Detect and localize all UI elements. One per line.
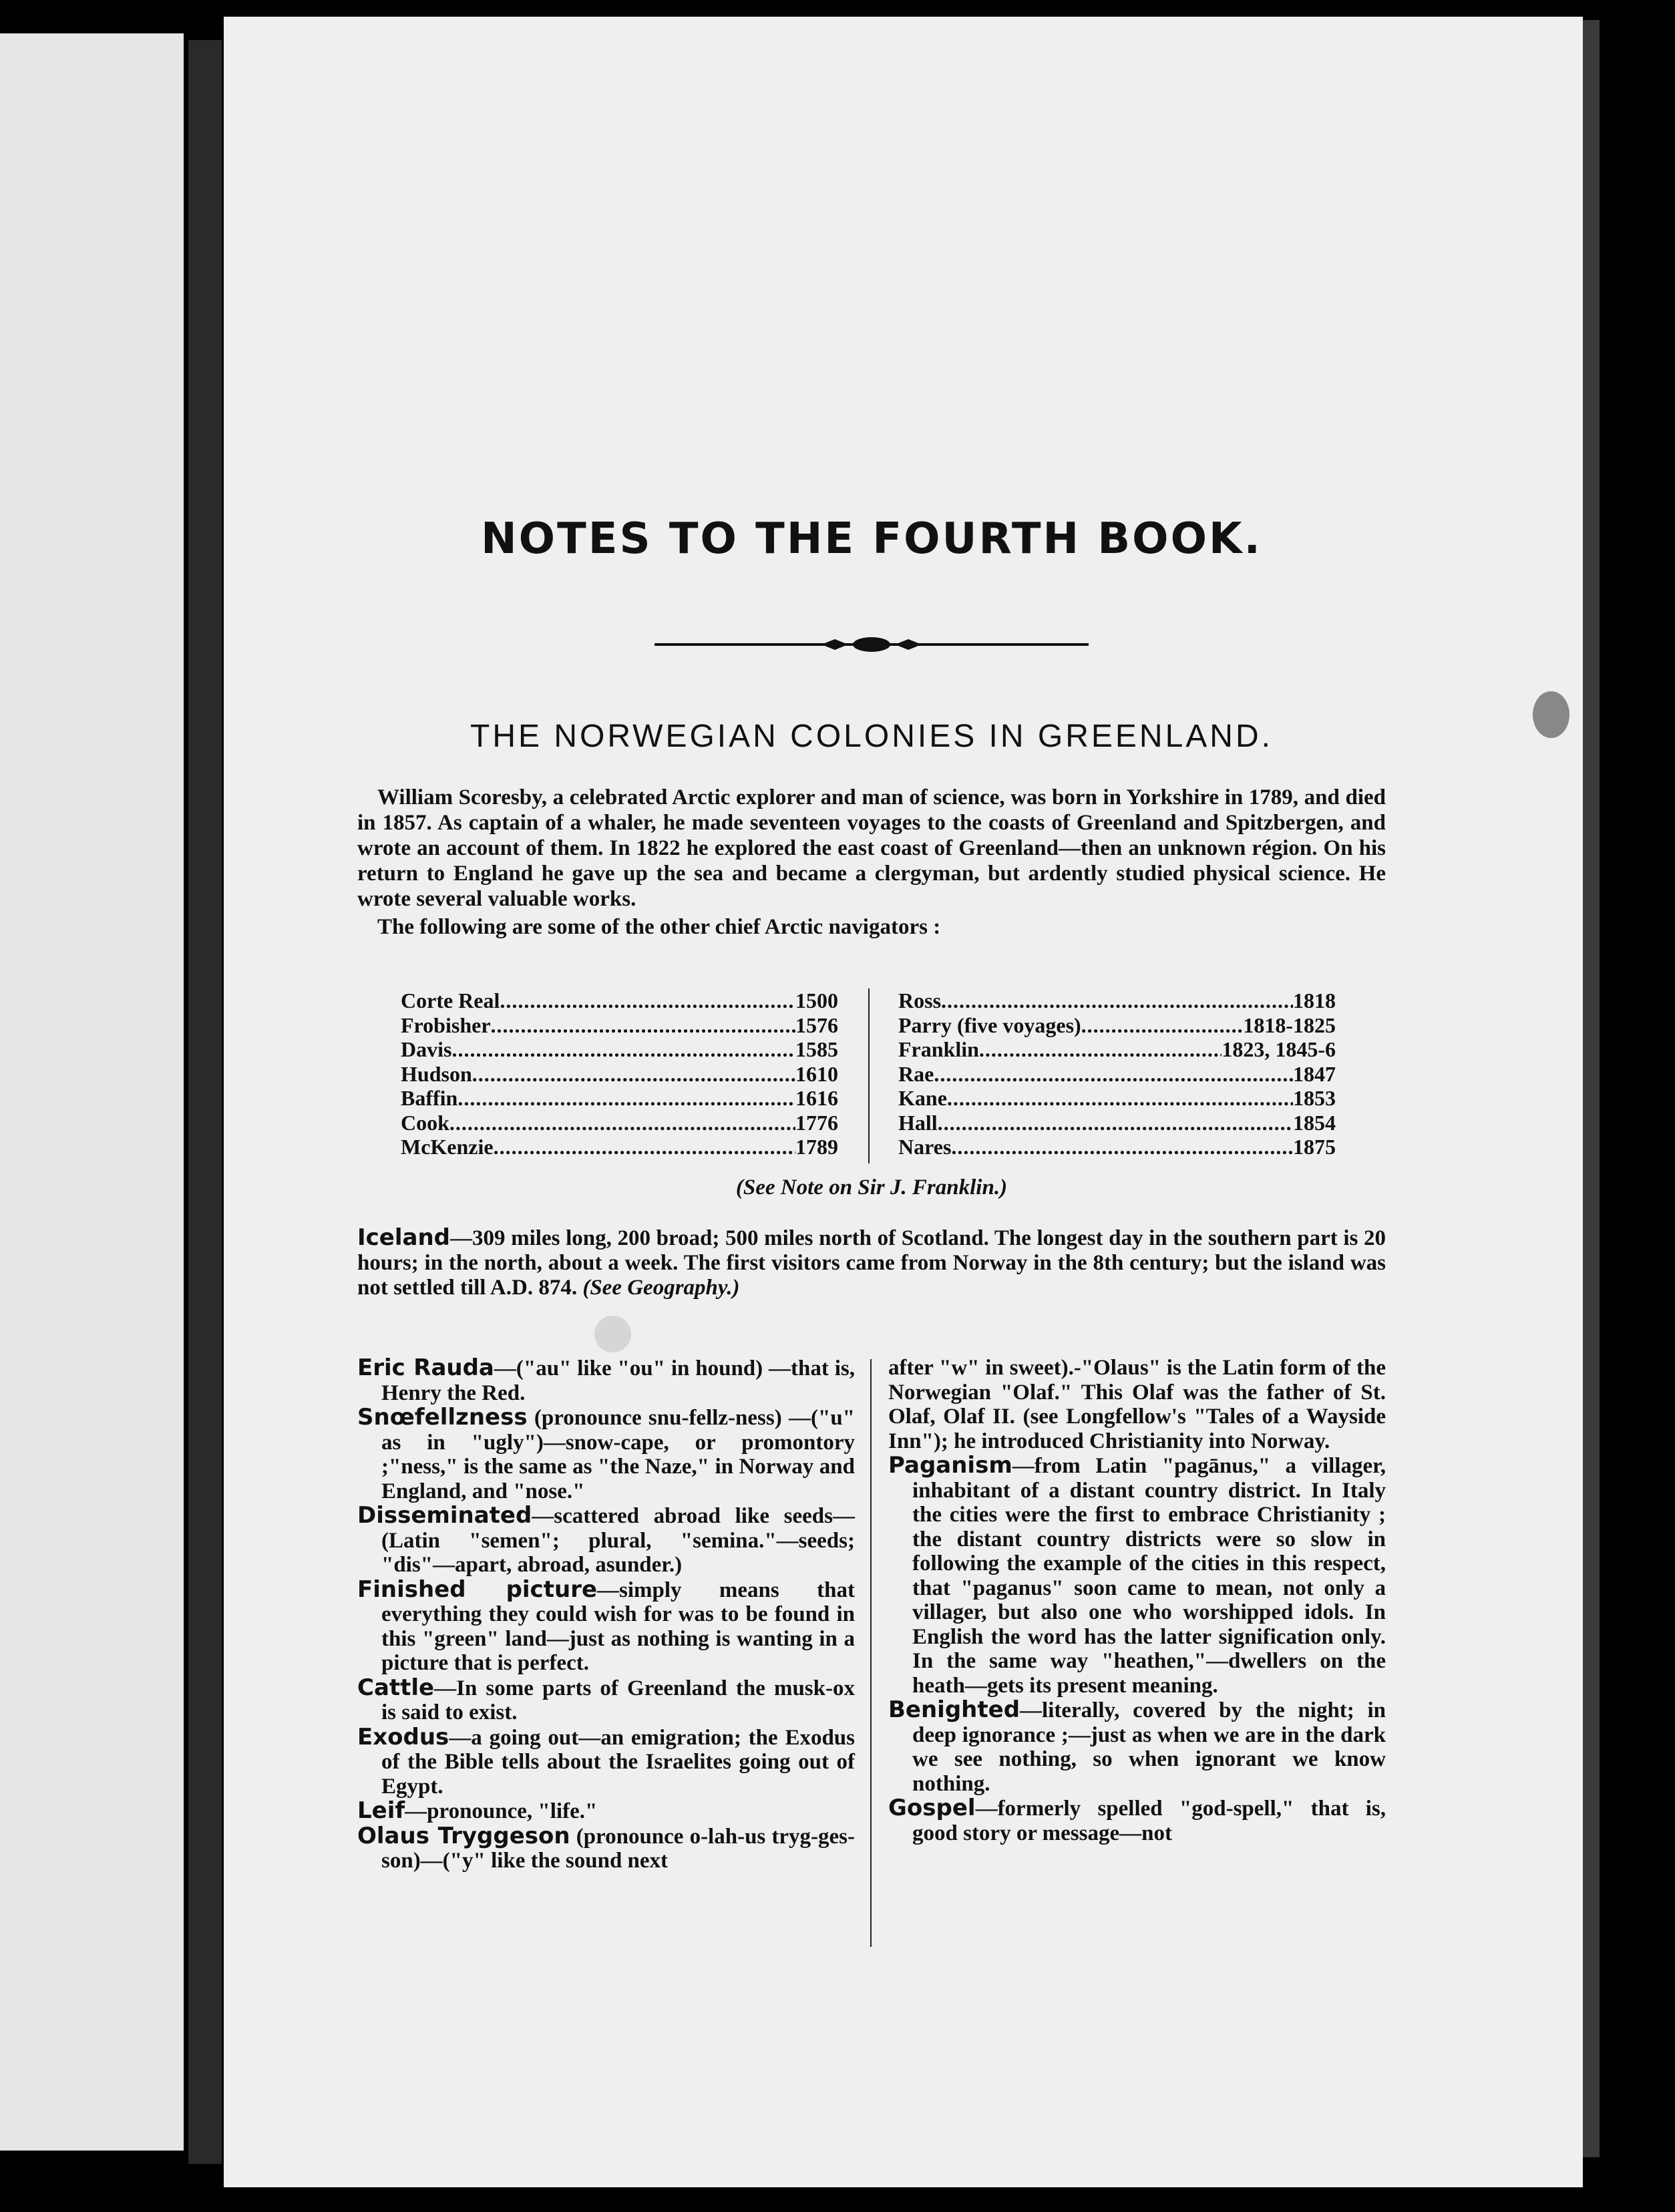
intro-text: William Scoresby, a celebrated Arctic explorer and man of science, was born in Yorkshire in 1789, and died in 1857. As captain of a whaler, he made seventeen voyages to the coasts of Greenland and Spitzbergen, and wrote an account of them. In 1822 he explored the east coast of Greenland—then an unknown région. On his return to England he gave up the sea and became a clergyman, but ardently studied physical science. He wrote several valuable works. xyxy=(357,785,1386,911)
navigator-row xyxy=(401,1111,838,1135)
navigator-row xyxy=(898,1062,1336,1087)
iceland-text: —309 miles long, 200 broad; 500 miles north of Scotland. The longest day in the southern part is 20 hours; in the north, about a week. The first visitors came from Norway in the 8th century; but the island was not settled till A.D. 874. xyxy=(357,1226,1386,1300)
navigator-row xyxy=(401,1013,838,1038)
glossary-entry xyxy=(357,1405,855,1503)
navigator-row xyxy=(401,1062,838,1087)
leader-dots xyxy=(491,1013,795,1038)
navigator-name: Corte Real xyxy=(401,988,500,1012)
leader-dots xyxy=(1081,1013,1244,1038)
navigator-row xyxy=(898,1086,1336,1111)
column-divider xyxy=(868,988,870,1163)
leader-dots xyxy=(951,1135,1293,1159)
leader-dots xyxy=(451,1037,795,1062)
stain-mark xyxy=(594,1316,631,1352)
navigator-year: 1854 xyxy=(1293,1110,1336,1135)
glossary-definition: —a going out—an emigration; the Exodus of the Bible tells about the Israelites going out of Egypt. xyxy=(381,1725,855,1799)
glossary-entry xyxy=(888,1698,1386,1796)
glossary-entry xyxy=(357,1503,855,1578)
see-note: (See Note on Sir J. Franklin.) xyxy=(735,1175,1008,1200)
leader-dots xyxy=(472,1062,795,1087)
glossary-definition: —In some parts of Greenland the musk-ox is said to exist. xyxy=(381,1676,855,1724)
navigator-year: 1576 xyxy=(795,1012,838,1037)
navigators-lead: The following are some of the other chief Arctic navigators : xyxy=(377,915,941,939)
leader-dots xyxy=(947,1086,1293,1111)
navigator-name: Hudson xyxy=(401,1061,472,1086)
glossary-headword: Disseminated xyxy=(357,1502,532,1529)
navigator-name: Davis xyxy=(401,1037,452,1061)
page-title: NOTES TO THE FOURTH BOOK. xyxy=(481,514,1262,564)
leader-dots xyxy=(494,1135,795,1159)
iceland-note xyxy=(357,1226,1386,1300)
navigator-year: 1776 xyxy=(795,1110,838,1135)
navigator-year: 1818-1825 xyxy=(1243,1012,1336,1037)
glossary-right-column xyxy=(888,1356,1386,1845)
glossary-entry xyxy=(888,1453,1386,1698)
glossary-entry xyxy=(357,1799,855,1824)
glossary-entry xyxy=(357,1824,855,1873)
glossary-definition: —formerly spelled "god-spell," that is, good story or message—not xyxy=(912,1797,1386,1845)
glossary-headword: Gospel xyxy=(888,1795,976,1821)
navigator-year: 1847 xyxy=(1293,1061,1336,1086)
navigator-name: Rae xyxy=(898,1061,934,1086)
leader-dots xyxy=(934,1062,1293,1087)
navigator-row xyxy=(401,1086,838,1111)
navigator-name: Hall xyxy=(898,1110,938,1135)
leader-dots xyxy=(979,1037,1222,1062)
navigator-year: 1853 xyxy=(1293,1086,1336,1110)
glossary-headword: Finished picture xyxy=(357,1576,597,1603)
section-title: THE NORWEGIAN COLONIES IN GREENLAND. xyxy=(470,719,1273,754)
navigator-row xyxy=(898,988,1336,1013)
navigator-year: 1585 xyxy=(795,1037,838,1061)
glossary-entry xyxy=(357,1676,855,1725)
stain-mark xyxy=(1533,691,1569,738)
glossary-headword: Leif xyxy=(357,1797,405,1824)
navigator-name: Baffin xyxy=(401,1086,458,1110)
glossary-left-column xyxy=(357,1356,855,1873)
glossary-headword: Eric Rauda xyxy=(357,1354,494,1381)
navigator-row xyxy=(401,1037,838,1062)
glossary-definition: —from Latin "pagānus," a villager, inhabitant of a distant country district. In Italy the cities were the first to embrace Christianity ; the distant country districts were so slow in following the example of the cities in this respect, that "paganus" soon came to mean, not only a villager, but also one who worshipped idols. In English the word has the latter signification only. In the same way "heathen,"—dwellers on the heath—gets its present meaning. xyxy=(912,1454,1386,1698)
glossary-headword: Olaus Tryggeson xyxy=(357,1822,570,1849)
leader-dots xyxy=(449,1111,795,1135)
navigator-year: 1823, 1845-6 xyxy=(1222,1037,1336,1061)
navigator-row xyxy=(898,1013,1336,1038)
glossary-headword: Benighted xyxy=(888,1696,1020,1723)
glossary-definition: —literally, covered by the night; in deep ignorance ;—just as when we are in the dark we see nothing, so when ignorant we know nothing. xyxy=(912,1698,1386,1796)
navigator-row xyxy=(401,1135,838,1159)
navigator-row xyxy=(898,1111,1336,1135)
navigator-name: Parry (five voyages) xyxy=(898,1012,1081,1037)
navigator-name: Kane xyxy=(898,1086,947,1110)
navigator-year: 1610 xyxy=(795,1061,838,1086)
glossary-entry xyxy=(888,1796,1386,1845)
book-page xyxy=(224,17,1583,2187)
navigator-name: Franklin xyxy=(898,1037,979,1061)
glossary-headword: Cattle xyxy=(357,1674,435,1701)
leader-dots xyxy=(457,1086,795,1111)
glossary-definition: —pronounce, "life." xyxy=(405,1799,598,1823)
navigator-name: McKenzie xyxy=(401,1135,494,1159)
glossary-definition: —simply means that everything they could wish for was to be found in this "green" land—just as nothing is wanting in a picture that is perfect. xyxy=(381,1578,855,1675)
glossary-entry xyxy=(357,1578,855,1676)
navigator-row xyxy=(898,1135,1336,1159)
book-gutter xyxy=(188,40,222,2164)
navigator-name: Ross xyxy=(898,988,942,1012)
facing-page-edge xyxy=(0,33,184,2151)
glossary-definition: —("au" like "ou" in hound) —that is, Henry the Red. xyxy=(381,1356,855,1405)
glossary-definition: (pronounce snu-fellz-ness) —("u" as in "ugly")—snow-cape, or promontory ;"ness," is the same as "the Naze," in Norway and England, and "nose." xyxy=(381,1406,855,1503)
glossary-entry xyxy=(357,1725,855,1799)
glossary-headword: Paganism xyxy=(888,1452,1012,1479)
navigator-row xyxy=(401,988,838,1013)
navigator-name: Cook xyxy=(401,1110,449,1135)
navigator-name: Nares xyxy=(898,1135,952,1159)
ornament-divider-icon xyxy=(357,631,1386,658)
leader-dots xyxy=(941,988,1293,1013)
navigator-year: 1789 xyxy=(795,1135,838,1159)
glossary-definition: —scattered abroad like seeds—(Latin "semen"; plural, "semina."—seeds; "dis"—apart, abroad, asunder.) xyxy=(381,1504,855,1577)
glossary-entry xyxy=(357,1356,855,1405)
continuation-text: after "w" in sweet).-"Olaus" is the Latin form of the Norwegian "Olaf." This Olaf was the father of St. Olaf, Olaf II. (see Longfellow's "Tales of a Wayside Inn"); he introduced Christianity into Norway. xyxy=(888,1356,1386,1453)
navigator-year: 1875 xyxy=(1293,1135,1336,1159)
page-edge xyxy=(1583,20,1600,2157)
column-divider xyxy=(870,1359,872,1947)
navigator-row xyxy=(898,1037,1336,1062)
navigator-year: 1818 xyxy=(1293,988,1336,1012)
navigator-name: Frobisher xyxy=(401,1012,491,1037)
glossary-headword: Snœfellzness xyxy=(357,1404,528,1431)
leader-dots xyxy=(500,988,795,1013)
navigator-year: 1500 xyxy=(795,988,838,1012)
glossary-definition: (pronounce o-lah-us tryg-ges-son)—("y" like the sound next xyxy=(381,1824,855,1873)
iceland-headword: Iceland xyxy=(357,1224,451,1251)
navigators-right-column xyxy=(898,988,1336,1159)
glossary-headword: Exodus xyxy=(357,1723,449,1750)
navigators-left-column xyxy=(401,988,838,1159)
intro-paragraph xyxy=(357,785,1386,940)
leader-dots xyxy=(938,1111,1293,1135)
iceland-ref: (See Geography.) xyxy=(582,1276,740,1300)
navigator-year: 1616 xyxy=(795,1086,838,1110)
